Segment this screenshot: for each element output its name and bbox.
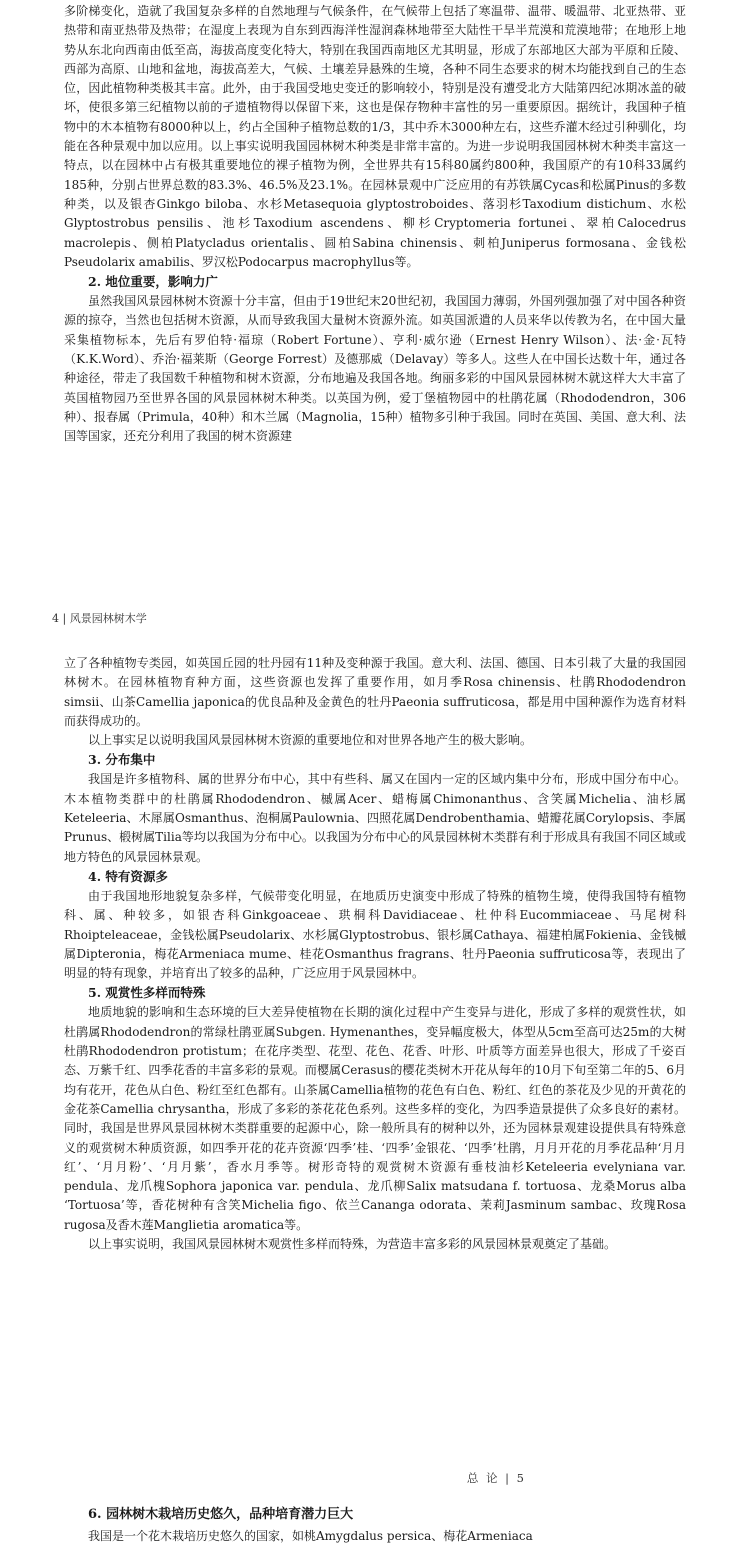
running-footer: 总 论 | 5 bbox=[466, 1471, 526, 1485]
section-heading-4: 4. 特有资源多 bbox=[88, 868, 168, 884]
paragraph: 我国是一个花木栽培历史悠久的国家，如桃Amygdalus persica、梅花Armeniaca bbox=[88, 1529, 533, 1543]
section-heading-5: 5. 观赏性多样而特殊 bbox=[88, 985, 206, 1001]
section-heading-6: 6. 园林树木栽培历史悠久，品种培育潜力巨大 bbox=[88, 1507, 354, 1522]
section-heading-2: 2. 地位重要，影响力广 bbox=[88, 274, 218, 290]
paragraph: 地质地貌的影响和生态环境的巨大差异使植物在长期的演化过程中产生变异与进化，形成了多样的观赏性状，如杜鹃属Rhododendron的常绿杜鹃亚属Subgen. Hymenanthes，变异幅度极大，体型从5cm至高可达25m的大树杜鹃Rhododendron protistum；在花序类型、花型、花色、花香、叶形、叶质等方面差异也很大，形成了千姿百态、万紫千红、四季花香的丰富多彩的景观。而樱属Cerasus的樱花类树木开花从每年的10月下旬至第二年的5、6月均有花开，花色从白色、粉红至红色都有。山茶属Camellia植物的花色有白色、粉红、红色的茶花及少见的开黄花的金花茶Camellia chrysantha，形成了多彩的茶花花色系列。这些多样的变化，为四季造景提供了众多良好的素材。同时，我国是世界风景园林树木类群重要的起源中心，除一般所具有的树种以外，还为园林景观建设提供具有特殊意义的观赏树木种质资源，如四季开花的花卉资源‘四季’桂、‘四季’金银花、‘四季’杜鹃，月月开花的月季花品种‘月月红’、‘月月粉’、‘月月紫’，香水月季等。树形奇特的观赏树木资源有垂枝油杉Keteleeria evelyniana var. pendula、龙爪槐Sophora japonica var. pendula、龙爪柳Salix matsudana f. tortuosa、龙桑Morus alba ‘Tortuosa’等，香花树种有含笑Michelia figo、依兰Cananga odorata、茉莉Jasminum sambac、玫瑰Rosa rugosa及香木莲Manglietia aromatica等。 bbox=[64, 1005, 686, 1232]
paragraph: 虽然我国风景园林树木资源十分丰富，但由于19世纪末20世纪初，我国国力薄弱，外国列强加强了对中国各种资源的掠夺，当然也包括树木资源，从而导致我国大量树木资源外流。如英国派遣的人员来华以传教为名，在中国大量采集植物标本，先后有罗伯特·福琼（Robert Fortune）、亨利·威尔逊（Ernest Henry Wilson）、法·金·瓦特（K.K.Word）、乔治·福莱斯（George Forrest）及德那威（Delavay）等多人。这些人在中国长达数十年，通过各种途径，带走了我国数千种植物和树木资源，分布地遍及我国各地。绚丽多彩的中国风景园林树木就这样大大丰富了英国植物园乃至世界各国的风景园林树木种类。以英国为例，爱丁堡植物园中的杜鹃花属（Rhododendron，306种）、报春属（Primula，40种）和木兰属（Magnolia，15种）植物多引种于我国。同时在英国、美国、意大利、法国等国家，还充分利用了我国的树木资源建 bbox=[64, 294, 686, 444]
page-top-fragment bbox=[0, 0, 750, 580]
paragraph: 立了各种植物专类园，如英国丘园的牡丹园有11种及变种源于我国。意大利、法国、德国、日本引栽了大量的我国园林树木。在园林植物育种方面，这些资源也发挥了重要作用，如月季Rosa chinensis、杜鹃Rhododendron simsii、山茶Camellia japonica的优良品种及金黄色的牡丹Paeonia suffruticosa，都是用中国种源作为选育材料而获得成功的。 bbox=[64, 656, 686, 728]
paragraph: 以上事实说明，我国风景园林树木观赏性多样而特殊，为营造丰富多彩的风景园林景观奠定了基础。 bbox=[88, 1237, 617, 1252]
running-header: 4 | 风景园林树木学 bbox=[52, 612, 147, 625]
paragraph: 我国是许多植物科、属的世界分布中心，其中有些科、属又在国内一定的区域内集中分布，形成中国分布中心。木本植物类群中的杜鹃属Rhododendron、槭属Acer、蜡梅属Chimonanthus、含笑属Michelia、油杉属Keteleeria、木犀属Osmanthus、泡桐属Paulownia、四照花属Dendrobenthamia、蜡瓣花属Corylopsis、李属Prunus、椴树属Tilia等均以我国为分布中心。以我国为分布中心的风景园林树木类群有利于形成具有我国不同区域或地方特色的风景园林景观。 bbox=[64, 772, 686, 864]
section-heading-3: 3. 分布集中 bbox=[88, 752, 156, 768]
paragraph: 多阶梯变化，造就了我国复杂多样的自然地理与气候条件，在气候带上包括了寒温带、温带、暖温带、北亚热带、亚热带和南亚热带及热带；在湿度上表现为自东到西海洋性湿润森林地带至大陆性干旱半荒漠和荒漠地带；在地形上地势从东北向西南由低至高，海拔高度变化特大，特别在我国西南地区尤其明显，形成了东部地区大部为平原和丘陵、西部为高原、山地和盆地，海拔高差大，气候、土壤差异悬殊的生境，各种不同生态要求的树木均能找到自己的生态位，因此植物种类极其丰富。此外，由于我国受地史变迁的影响较小，特别是没有遭受北方大陆第四纪冰期冰盖的破坏，使很多第三纪植物以前的孑遗植物得以保留下来，这也是保存物种丰富性的另一重要原因。据统计，我国种子植物中的木本植物有8000种以上，约占全国种子植物总数的1/3，其中乔木3000种左右，这些乔灌木经过引种驯化，均能在各种景观中加以应用。以上事实说明我国园林树木种类是非常丰富的。为进一步说明我国园林树木种类丰富这一特点，以在园林中占有极其重要地位的裸子植物为例，全世界共有15科80属约800种，我国原产的有10科33属约185种，分别占世界总数的83.3%、46.5%及23.1%。在园林景观中广泛应用的有苏铁属Cycas和松属Pinus的多数种类，以及银杏Ginkgo biloba、水杉Metasequoia glyptostroboides、落羽杉Taxodium distichum、水松Glyptostrobus pensilis、池杉Taxodium ascendens、柳杉Cryptomeria fortunei、翠柏Calocedrus macrolepis、侧柏Platycladus orientalis、圆柏Sabina chinensis、刺柏Juniperus formosana、金钱松Pseudolarix amabilis、罗汉松Podocarpus macrophyllus等。 bbox=[64, 4, 686, 269]
paragraph: 由于我国地形地貌复杂多样，气候带变化明显，在地质历史演变中形成了特殊的植物生境，使得我国特有植物科、属、种较多，如银杏科Ginkgoaceae、珙桐科Davidiaceae、杜仲科Eucommiaceae、马尾树科Rhoipteleaceae，金钱松属Pseudolarix、水杉属Glyptostrobus、银杉属Cathaya、福建柏属Fokienia、金钱槭属Dipteronia，梅花Armeniaca mume、桂花Osmanthus fragrans、牡丹Paeonia suffruticosa等，表现出了明显的特有现象，并培育出了较多的品种，广泛应用于风景园林中。 bbox=[64, 888, 686, 981]
paragraph: 以上事实足以说明我国风景园林树木资源的重要地位和对世界各地产生的极大影响。 bbox=[88, 733, 533, 748]
page-5-fragment bbox=[0, 1505, 750, 1546]
page-4 bbox=[0, 610, 750, 1510]
